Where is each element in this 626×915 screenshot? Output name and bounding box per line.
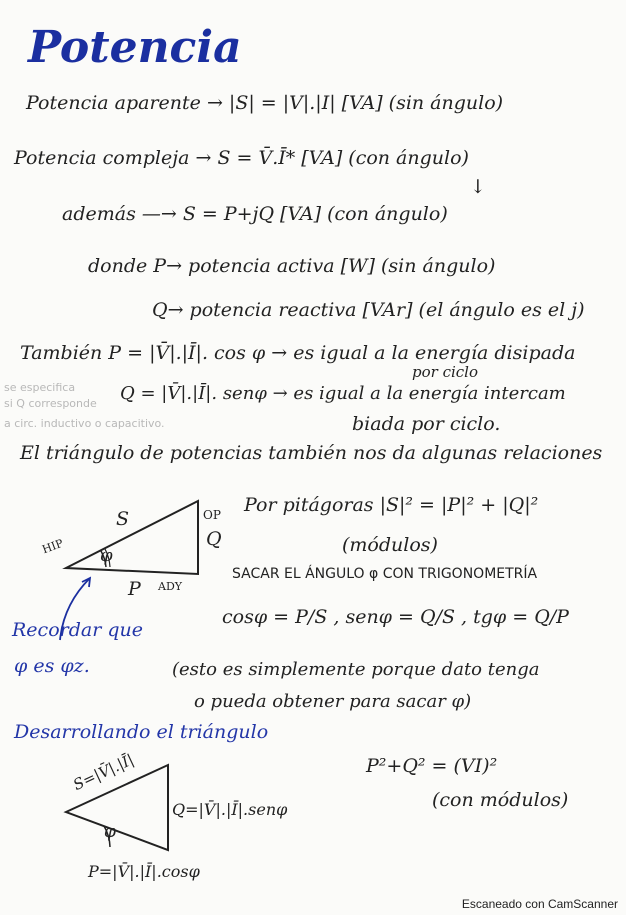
down-arrow: ↓ (470, 176, 486, 198)
recordar-line-2: φ es φz. (14, 655, 90, 677)
tambien-q-line: Q = |V̄|.|Ī|. senφ → es igual a la energía intercam (120, 383, 566, 404)
modulos-label: (módulos) (342, 534, 438, 556)
tri2-q-label: Q=|V̄|.|Ī|.senφ (172, 800, 288, 819)
tambien-p-line: También P = |V̄|.|Ī|. cos φ → es igual a la energía disipada (20, 342, 576, 364)
tri1-hip-label: HIP (40, 536, 65, 557)
tri1-q-label: Q (206, 528, 222, 550)
reactive-power-line: Q→ potencia reactiva [VAr] (el ángulo es el j) (152, 299, 585, 321)
apparent-power-line: Potencia aparente → |S| = |V|.|I| [VA] (sin ángulo) (26, 92, 504, 114)
tri2-p-label: P=|V̄|.|Ī|.cosφ (88, 862, 200, 881)
faded-note-1: se especifica (4, 381, 76, 394)
biada-label: biada por ciclo. (352, 413, 501, 435)
esto-line-2: o pueda obtener para sacar φ) (194, 691, 472, 712)
scanner-watermark: Escaneado con CamScanner (461, 897, 618, 911)
esto-line-1: (esto es simplemente porque dato tenga (172, 659, 540, 680)
tri1-op-label: OP (203, 508, 221, 522)
recordar-line-1: Recordar que (12, 619, 143, 641)
active-power-line: donde P→ potencia activa [W] (sin ángulo) (88, 255, 496, 277)
tri1-phi-label: φ (100, 545, 113, 566)
tri2-s-label: S=|V̄|.|Ī| (70, 750, 137, 794)
tri1-ady-label: ADY (158, 580, 183, 593)
triangle-intro-line: El triángulo de potencias también nos da algunas relaciones (20, 442, 603, 464)
por-ciclo-label: por ciclo (412, 363, 478, 381)
faded-note-2: si Q corresponde (4, 397, 97, 410)
p2-q2-equation: P²+Q² = (VI)² (366, 755, 498, 777)
tri1-p-label: P (128, 578, 141, 600)
page-title: Potencia (28, 22, 242, 73)
tri2-phi-label: φ (104, 822, 116, 842)
sacar-angulo-line: SACAR EL ÁNGULO φ CON TRIGONOMETRÍA (232, 566, 538, 582)
desarrollando-line: Desarrollando el triángulo (14, 721, 269, 743)
complex-power-line: Potencia compleja → S = V̄.Ī* [VA] (con ángulo) (14, 147, 469, 169)
trig-ratios-line: cosφ = P/S , senφ = Q/S , tgφ = Q/P (222, 606, 569, 628)
faded-note-3: a circ. inductivo o capacitivo. (4, 417, 165, 430)
con-modulos-label: (con módulos) (432, 789, 569, 811)
tri1-s-label: S (116, 508, 130, 530)
ademas-line: además —→ S = P+jQ [VA] (con ángulo) (62, 203, 448, 225)
pitagoras-line: Por pitágoras |S|² = |P|² + |Q|² (244, 494, 539, 516)
